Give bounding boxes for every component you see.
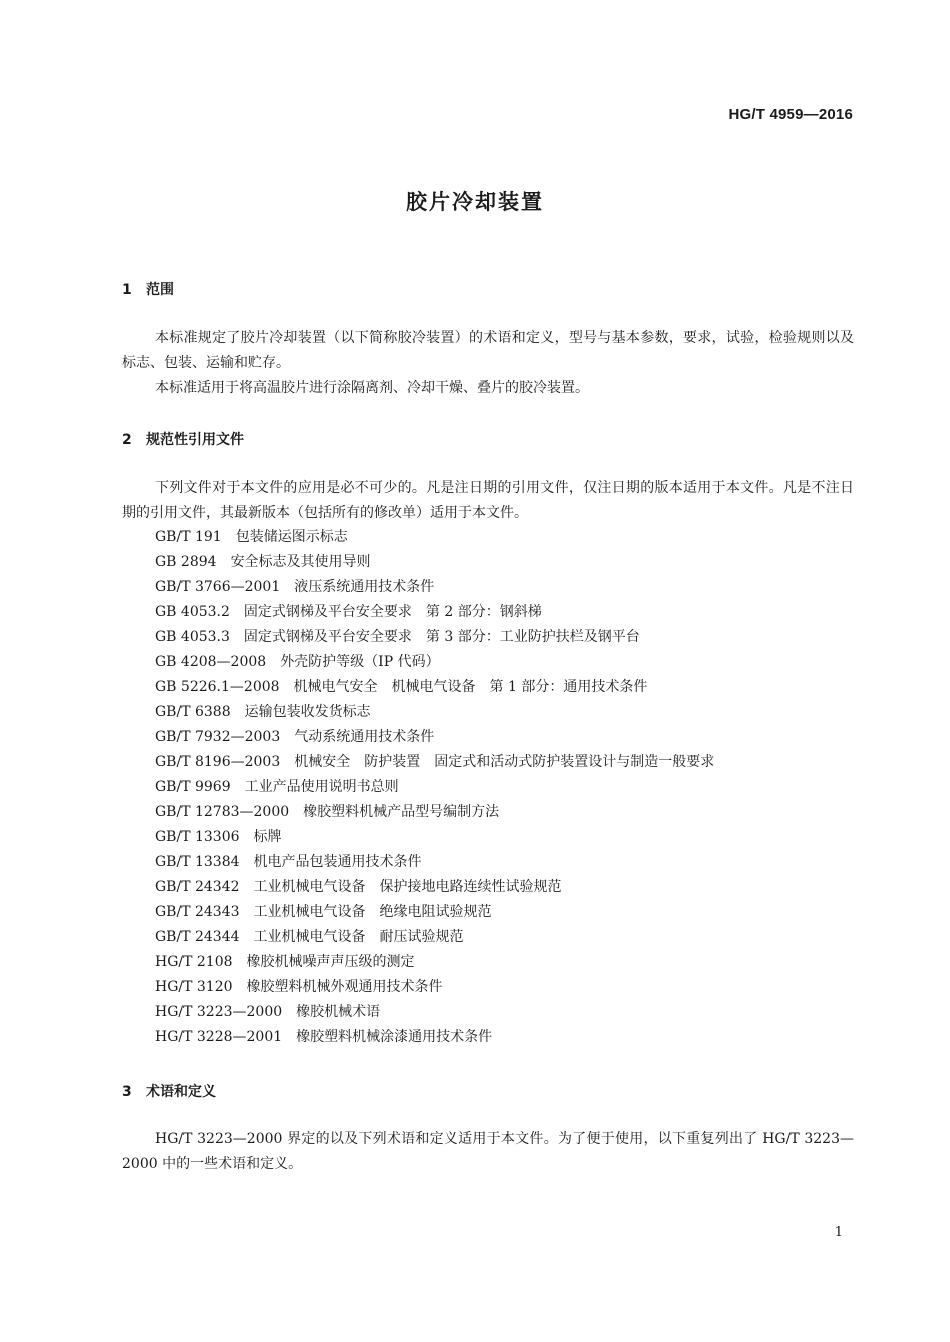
reference-code: GB/T 12783—2000 — [155, 804, 290, 820]
normative-references-intro — [122, 476, 854, 526]
section-heading-normative-references — [122, 429, 244, 449]
list-item — [155, 675, 714, 700]
reference-code: GB/T 8196—2003 — [155, 754, 281, 770]
reference-code: HG/T 3228—2001 — [155, 1029, 283, 1045]
paragraph: 下列文件对于本文件的应用是必不可少的。凡是注日期的引用文件，仅注日期的版本适用于本文件。凡是不注日期的引用文件，其最新版本（包括所有的修改单）适用于本文件。 — [122, 480, 854, 521]
list-item — [155, 650, 714, 675]
section-number: 1 — [122, 282, 132, 298]
list-item — [155, 700, 714, 725]
reference-code: GB 2894 — [155, 554, 217, 570]
section-title: 范围 — [146, 282, 174, 298]
reference-title: 工业产品使用说明书总则 — [244, 779, 399, 795]
section-heading-scope — [122, 279, 174, 299]
reference-code: GB 5226.1—2008 — [155, 679, 280, 695]
reference-code: HG/T 2108 — [155, 954, 233, 970]
list-item — [155, 850, 714, 875]
terms-intro — [122, 1127, 854, 1177]
list-item — [155, 525, 714, 550]
reference-title: 气动系统通用技术条件 — [294, 729, 435, 745]
list-item — [155, 725, 714, 750]
reference-code: HG/T 3223—2000 — [155, 1004, 283, 1020]
section-title: 术语和定义 — [146, 1084, 216, 1100]
paragraph: 本标准规定了胶片冷却装置（以下简称胶冷装置）的术语和定义，型号与基本参数，要求，试验，检验规则以及标志、包装、运输和贮存。 — [122, 330, 854, 371]
reference-title: 橡胶机械术语 — [296, 1004, 381, 1020]
reference-code: GB/T 13384 — [155, 854, 240, 870]
reference-title: 固定式钢梯及平台安全要求 第 3 部分：工业防护扶栏及钢平台 — [243, 629, 640, 645]
reference-title: 橡胶塑料机械涂漆通用技术条件 — [296, 1029, 493, 1045]
reference-title: 机械电气安全 机械电气设备 第 1 部分：通用技术条件 — [293, 679, 648, 695]
reference-title: 液压系统通用技术条件 — [294, 579, 435, 595]
list-item — [155, 1025, 714, 1050]
reference-title: 标牌 — [253, 829, 282, 845]
reference-code: GB/T 9969 — [155, 779, 231, 795]
reference-title: 工业机械电气设备 保护接地电路连续性试验规范 — [253, 879, 562, 895]
list-item — [155, 825, 714, 850]
list-item — [155, 550, 714, 575]
reference-code: GB/T 13306 — [155, 829, 240, 845]
reference-title: 包装储运图示标志 — [235, 529, 348, 545]
list-item — [155, 975, 714, 1000]
list-item — [155, 625, 714, 650]
reference-list — [155, 525, 714, 1050]
paragraph: 本标准适用于将高温胶片进行涂隔离剂、冷却干燥、叠片的胶冷装置。 — [155, 380, 589, 396]
list-item — [155, 800, 714, 825]
reference-code: GB/T 24342 — [155, 879, 240, 895]
standard-number: HG/T 4959—2016 — [728, 106, 853, 123]
reference-title: 机械安全 防护装置 固定式和活动式防护装置设计与制造一般要求 — [294, 754, 715, 770]
reference-title: 工业机械电气设备 绝缘电阻试验规范 — [253, 904, 492, 920]
reference-code: GB 4208—2008 — [155, 654, 267, 670]
reference-code: GB/T 6388 — [155, 704, 231, 720]
scope-body — [122, 326, 854, 401]
reference-code: GB 4053.2 — [155, 604, 230, 620]
page-number: 1 — [834, 1225, 843, 1240]
reference-title: 运输包装收发货标志 — [244, 704, 371, 720]
section-heading-terms — [122, 1081, 216, 1101]
reference-code: GB/T 7932—2003 — [155, 729, 281, 745]
reference-title: 机电产品包装通用技术条件 — [253, 854, 422, 870]
list-item — [155, 950, 714, 975]
reference-code: HG/T 3120 — [155, 979, 233, 995]
list-item — [155, 875, 714, 900]
section-number: 2 — [122, 432, 132, 448]
reference-code: GB/T 24344 — [155, 929, 240, 945]
reference-title: 橡胶机械噪声声压级的测定 — [246, 954, 415, 970]
list-item — [155, 600, 714, 625]
reference-title: 橡胶塑料机械外观通用技术条件 — [246, 979, 443, 995]
reference-title: 工业机械电气设备 耐压试验规范 — [253, 929, 464, 945]
list-item — [155, 925, 714, 950]
document-title: 胶片冷却装置 — [406, 190, 544, 214]
list-item — [155, 750, 714, 775]
reference-code: GB/T 3766—2001 — [155, 579, 281, 595]
reference-code: GB/T 24343 — [155, 904, 240, 920]
reference-title: 安全标志及其使用导则 — [230, 554, 371, 570]
reference-code: GB/T 191 — [155, 529, 222, 545]
reference-title: 橡胶塑料机械产品型号编制方法 — [303, 804, 500, 820]
section-number: 3 — [122, 1084, 132, 1100]
reference-code: GB 4053.3 — [155, 629, 230, 645]
list-item — [155, 775, 714, 800]
list-item — [155, 900, 714, 925]
paragraph: HG/T 3223—2000 界定的以及下列术语和定义适用于本文件。为了便于使用，以下重复列出了 HG/T 3223—2000 中的一些术语和定义。 — [122, 1131, 854, 1172]
section-title: 规范性引用文件 — [146, 432, 244, 448]
list-item — [155, 1000, 714, 1025]
list-item — [155, 575, 714, 600]
reference-title: 外壳防护等级（IP 代码） — [280, 654, 440, 670]
reference-title: 固定式钢梯及平台安全要求 第 2 部分：钢斜梯 — [243, 604, 542, 620]
